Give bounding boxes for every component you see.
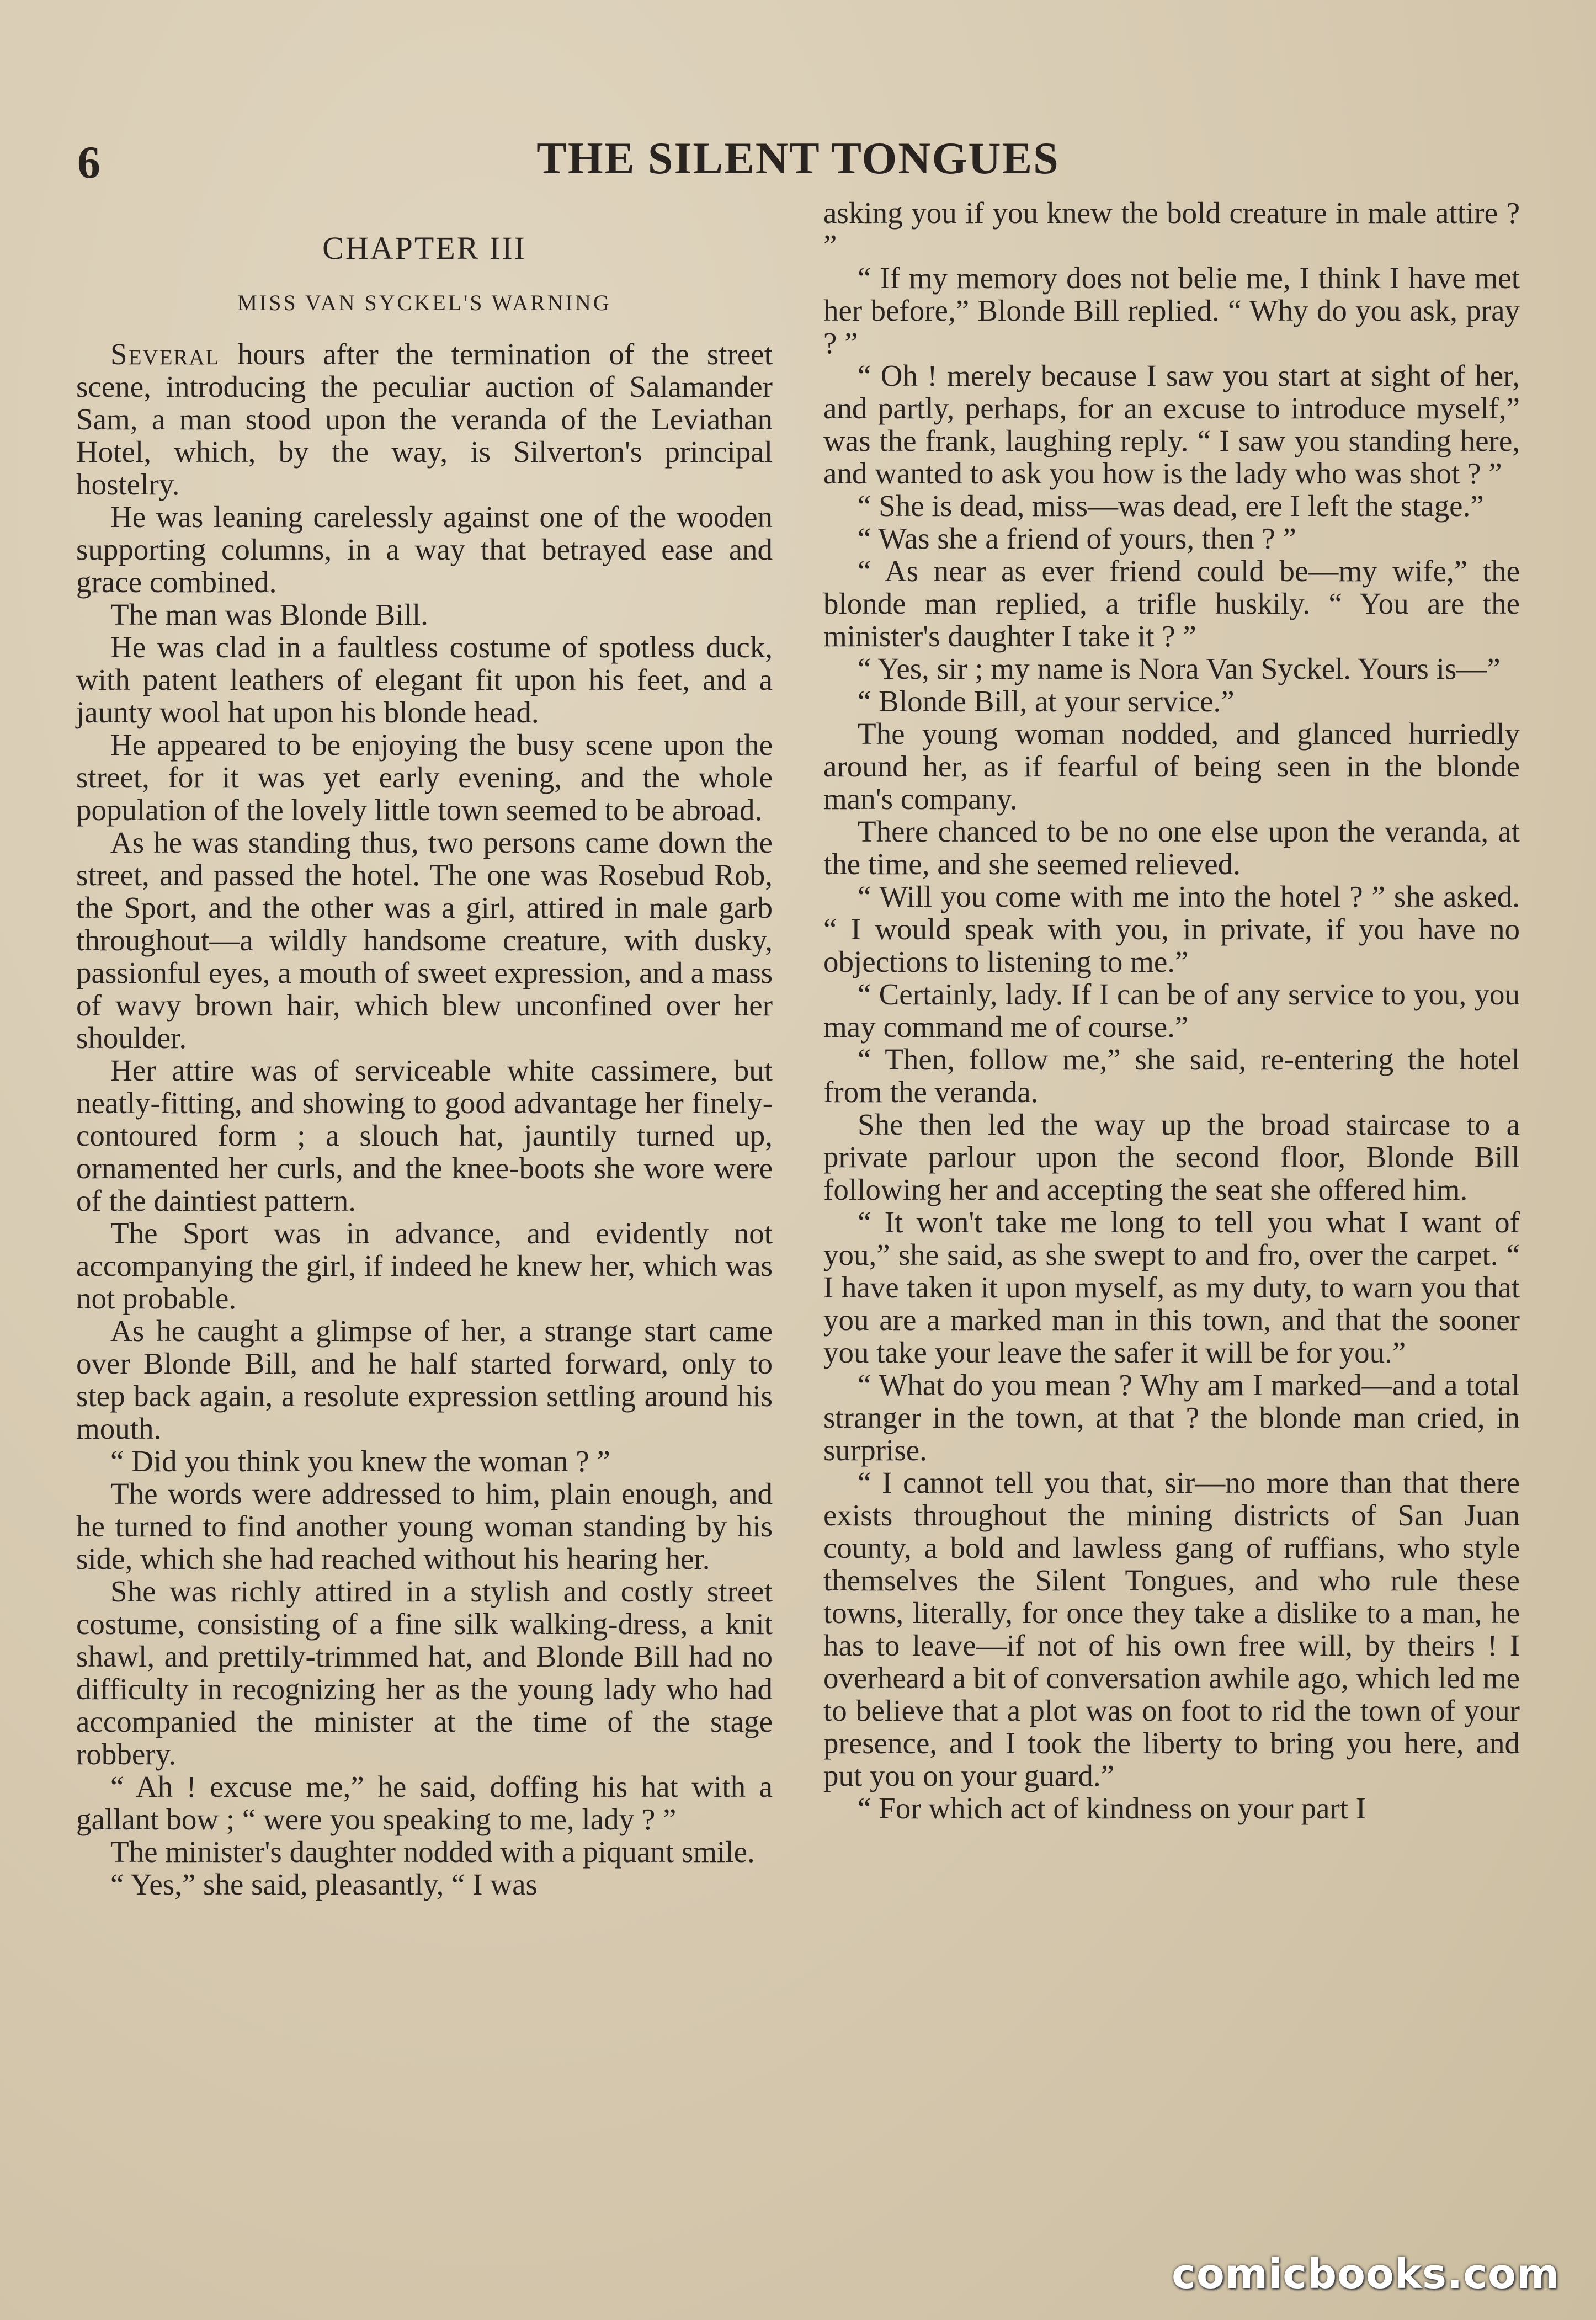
paragraph: As he caught a glimpse of her, a strange start came over Blonde Bill, and he half started forward, only to step back again, a resolute expression settling around his mouth.	[76, 1314, 773, 1445]
paragraph: The young woman nodded, and glanced hurriedly around her, as if fearful of being seen in the blonde man's company.	[823, 717, 1520, 816]
paragraph: “ Then, follow me,” she said, re-entering the hotel from the veranda.	[823, 1042, 1520, 1109]
paragraph: As he was standing thus, two persons came down the street, and passed the hotel. The one was Rosebud Rob, the Sport, and the other was a girl, attired in male garb throughout—a wildly handsome creature, with dusky, passionful eyes, a mouth of sweet expression, and a mass of wavy brown hair, which blew unconfined over her shoulder.	[76, 826, 773, 1055]
paragraph-continuation: asking you if you knew the bold creature in male attire ? ”	[823, 196, 1520, 262]
paragraph: “ Did you think you knew the woman ? ”	[110, 1444, 610, 1478]
chapter-subtitle: MISS VAN SYCKEL'S WARNING	[237, 290, 611, 315]
paragraph: “ What do you mean ? Why am I marked—and a total stranger in the town, at that ? the blonde man cried, in surprise.	[823, 1368, 1520, 1467]
paragraph: The minister's daughter nodded with a piquant smile.	[110, 1835, 755, 1869]
running-title: THE SILENT TONGUES	[536, 133, 1060, 183]
paragraph: “ If my memory does not belie me, I think I have met her before,” Blonde Bill replied. “ Why do you ask, pray ? ”	[823, 261, 1520, 360]
site-watermark: comicbooks.com	[1172, 2250, 1560, 2298]
paragraph: “ Yes, sir ; my name is Nora Van Syckel. Yours is—”	[858, 652, 1501, 685]
paragraph: “ Certainly, lady. If I can be of any service to you, you may command me of course.”	[823, 977, 1520, 1044]
opening-word: Several	[110, 337, 220, 371]
paragraph: He was clad in a faultless costume of spotless duck, with patent leathers of elegant fit upon his feet, and a jaunty wool hat upon his blonde head.	[76, 630, 773, 729]
paragraph: There chanced to be no one else upon the veranda, at the time, and she seemed relieved.	[823, 815, 1520, 881]
paragraph: She then led the way up the broad staircase to a private parlour upon the second floor, Blonde Bill following her and accepting the seat she offered him.	[823, 1108, 1520, 1206]
paragraph: He was leaning carelessly against one of the wooden supporting columns, in a way that betrayed ease and grace combined.	[76, 500, 773, 599]
paragraph: The Sport was in advance, and evidently not accompanying the girl, if indeed he knew her, which was not probable.	[76, 1216, 773, 1315]
paragraph: “ Oh ! merely because I saw you start at sight of her, and partly, perhaps, for an excuse to introduce myself,” was the frank, laughing reply. “ I saw you standing here, and wanted to ask you how is the lady who was shot ? ”	[823, 359, 1520, 490]
page-number: 6	[77, 137, 100, 188]
paragraph: “ Yes,” she said, pleasantly, “ I was	[110, 1867, 538, 1901]
paragraph: Her attire was of serviceable white cassimere, but neatly-fitting, and showing to good advantage her finely-contoured form ; a slouch hat, jauntily turned up, ornamented her curls, and the knee-boots she wore were of the daintiest pattern.	[76, 1053, 773, 1217]
right-column	[823, 196, 1520, 2238]
paragraph: Several hours after the termination of the street scene, introducing the peculiar auction of Salamander Sam, a man stood upon the veranda of the Leviathan Hotel, which, by the way, is Silverton's principal hostelry.	[76, 337, 773, 501]
left-column	[76, 196, 773, 2238]
paragraph: “ It won't take me long to tell you what I want of you,” she said, as she swept to and fro, over the carpet. “ I have taken it upon myself, as my duty, to warn you that you are a marked man in this town, and that the sooner you take your leave the safer it will be for you.”	[823, 1205, 1520, 1369]
paragraph: “ Will you come with me into the hotel ? ” she asked. “ I would speak with you, in private, if you have no objections to listening to me.”	[823, 880, 1520, 978]
paragraph: “ For which act of kindness on your part I	[858, 1791, 1366, 1825]
paragraph: “ Was she a friend of yours, then ? ”	[858, 522, 1296, 555]
paragraph: The words were addressed to him, plain enough, and he turned to find another young woman standing by his side, which she had reached without his hearing her.	[76, 1477, 773, 1576]
chapter-title: CHAPTER III	[322, 230, 526, 266]
paragraph: She was richly attired in a stylish and costly street costume, consisting of a fine silk walking-dress, a knit shawl, and prettily-trimmed hat, and Blonde Bill had no difficulty in recognizing her as the young lady who had accompanied the minister at the time of the stage robbery.	[76, 1574, 773, 1771]
paragraph: He appeared to be enjoying the busy scene upon the street, for it was yet early evening, and the whole population of the lovely little town seemed to be abroad.	[76, 728, 773, 827]
paragraph: “ I cannot tell you that, sir—no more than that there exists throughout the mining districts of San Juan county, a bold and lawless gang of ruffians, who style themselves the Silent Tongues, and who rule these towns, literally, for once they take a dislike to a man, he has to leave—if not of his own free will, by theirs ! I overheard a bit of conversation awhile ago, which led me to believe that a plot was on foot to rid the town of your presence, and I took the liberty to bring you here, and put you on your guard.”	[823, 1466, 1520, 1792]
paragraph: “ Blonde Bill, at your service.”	[858, 684, 1235, 718]
paragraph: “ She is dead, miss—was dead, ere I left the stage.”	[858, 489, 1484, 523]
paragraph: “ As near as ever friend could be—my wife,” the blonde man replied, a trifle huskily. “ You are the minister's daughter I take it ? ”	[823, 554, 1520, 653]
paragraph: “ Ah ! excuse me,” he said, doffing his hat with a gallant bow ; “ were you speaking to me, lady ? ”	[76, 1770, 773, 1836]
paragraph: The man was Blonde Bill.	[110, 598, 428, 631]
